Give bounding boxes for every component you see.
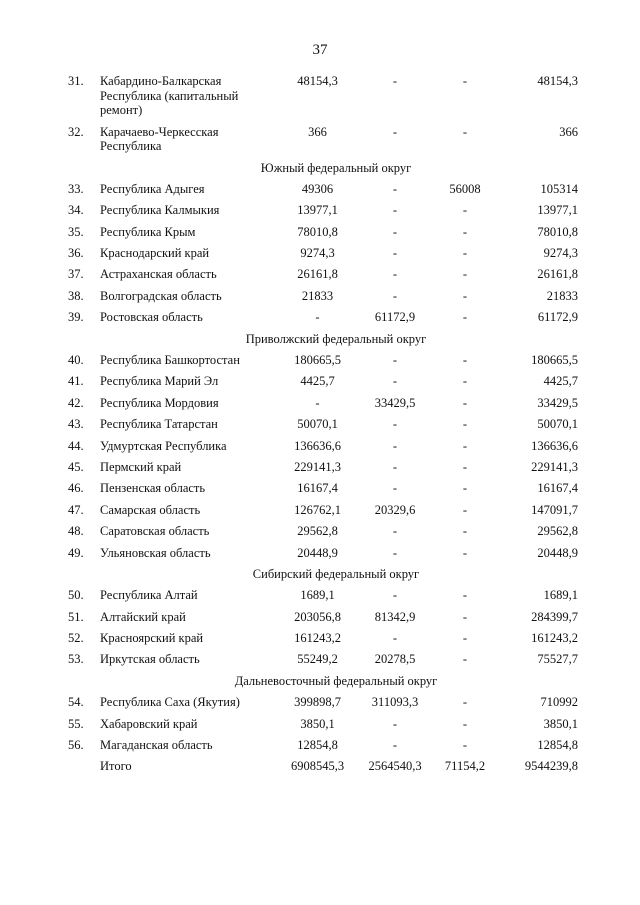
- value-col-3: -: [462, 652, 468, 667]
- value-col-1: 6908545,3: [290, 759, 345, 774]
- table-row: [68, 503, 578, 524]
- region-name: Республика Мордовия: [100, 395, 219, 410]
- region-name: Республика Марий Эл: [100, 374, 219, 389]
- row-number: 46.: [68, 481, 84, 496]
- region-name: Карачаево-Черкесская Республика: [100, 124, 219, 153]
- region-name: Хабаровский край: [100, 716, 198, 731]
- region-name: Республика Адыгея: [100, 181, 205, 196]
- value-col-3: -: [462, 353, 468, 368]
- value-col-2: 81342,9: [374, 609, 416, 624]
- value-col-2: 20278,5: [374, 652, 416, 667]
- value-col-3: -: [462, 545, 468, 560]
- value-col-1: 366: [308, 124, 327, 139]
- region-name: Удмуртская Республика: [100, 438, 227, 453]
- district-title: Сибирский федеральный округ: [252, 566, 420, 581]
- region-name: Республика Алтай: [100, 588, 198, 603]
- value-col-2: -: [392, 203, 398, 218]
- value-col-3: -: [462, 74, 468, 88]
- value-col-2: -: [392, 588, 398, 603]
- row-number: 32.: [68, 124, 84, 139]
- row-number: 39.: [68, 310, 84, 325]
- value-total: 48154,3: [537, 74, 578, 88]
- table-row: [68, 74, 578, 125]
- value-col-2: -: [392, 374, 398, 389]
- value-col-3: -: [462, 374, 468, 389]
- table-row: [68, 524, 578, 545]
- district-section-header: [68, 674, 578, 695]
- value-col-2: 2564540,3: [368, 759, 422, 774]
- value-col-3: -: [462, 395, 468, 410]
- table-row: [68, 439, 578, 460]
- value-col-1: 1689,1: [300, 588, 335, 603]
- value-total: 13977,1: [537, 203, 578, 218]
- value-col-3: -: [462, 310, 468, 325]
- region-name: Магаданская область: [100, 738, 213, 753]
- table-row: [68, 588, 578, 609]
- value-total: 75527,7: [537, 652, 578, 667]
- table-row: [68, 267, 578, 288]
- row-number: 41.: [68, 374, 84, 389]
- total-row: [68, 759, 578, 780]
- row-number: 49.: [68, 545, 84, 560]
- district-title: Южный федеральный округ: [260, 160, 412, 175]
- value-total: 33429,5: [537, 395, 578, 410]
- value-col-1: 49306: [301, 181, 334, 196]
- value-col-3: -: [462, 417, 468, 432]
- row-number: 50.: [68, 588, 84, 603]
- row-number: 38.: [68, 288, 84, 303]
- regional-funding-table: [68, 74, 578, 781]
- row-number: 31.: [68, 74, 84, 88]
- row-number: 40.: [68, 353, 84, 368]
- value-total: 9544239,8: [524, 759, 578, 774]
- value-total: 105314: [540, 181, 578, 196]
- value-col-1: 203056,8: [294, 609, 341, 624]
- value-col-1: 29562,8: [297, 524, 338, 539]
- row-number: 47.: [68, 502, 84, 517]
- value-total: 29562,8: [537, 524, 578, 539]
- value-total: 21833: [546, 288, 578, 303]
- region-name: Республика Башкортостан: [100, 353, 240, 368]
- table-row: [68, 246, 578, 267]
- table-row: [68, 353, 578, 374]
- row-number: 52.: [68, 631, 84, 646]
- value-col-1: 136636,6: [294, 438, 341, 453]
- value-total: 366: [559, 124, 578, 139]
- value-col-3: -: [462, 502, 468, 517]
- row-number: 34.: [68, 203, 84, 218]
- value-col-1: 180665,5: [294, 353, 341, 368]
- region-name: Иркутская область: [100, 652, 200, 667]
- table-body: [68, 74, 578, 781]
- value-col-2: -: [392, 74, 398, 88]
- district-title: Дальневосточный федеральный округ: [234, 673, 438, 688]
- region-name: Кабардино-Балкарская Республика (капитальный ремонт): [100, 74, 239, 117]
- value-col-1: 20448,9: [297, 545, 338, 560]
- value-col-2: -: [392, 246, 398, 261]
- row-number: 44.: [68, 438, 84, 453]
- table-row: [68, 546, 578, 567]
- region-name: Краснодарский край: [100, 246, 210, 261]
- value-col-2: -: [392, 438, 398, 453]
- district-section-header: [68, 332, 578, 353]
- value-col-3: -: [462, 738, 468, 753]
- value-col-3: -: [462, 246, 468, 261]
- value-col-2: -: [392, 267, 398, 282]
- value-total: 284399,7: [531, 609, 578, 624]
- value-col-2: -: [392, 738, 398, 753]
- row-number: 53.: [68, 652, 84, 667]
- region-name: Республика Татарстан: [100, 417, 218, 432]
- table-row: [68, 374, 578, 395]
- region-name: Ростовская область: [100, 310, 203, 325]
- value-col-1: 13977,1: [297, 203, 338, 218]
- value-col-2: -: [392, 481, 398, 496]
- value-col-3: -: [462, 481, 468, 496]
- value-col-2: 33429,5: [374, 395, 416, 410]
- table-row: [68, 396, 578, 417]
- value-col-1: 50070,1: [297, 417, 338, 432]
- value-col-1: 16167,4: [297, 481, 338, 496]
- value-col-1: -: [315, 310, 320, 325]
- table-row: [68, 289, 578, 310]
- value-col-1: 9274,3: [300, 246, 335, 261]
- row-number: 48.: [68, 524, 84, 539]
- district-section-header: [68, 567, 578, 588]
- table-row: [68, 738, 578, 759]
- value-col-3: -: [462, 524, 468, 539]
- region-name: Ульяновская область: [100, 545, 211, 560]
- value-total: 9274,3: [543, 246, 578, 261]
- table-row: [68, 182, 578, 203]
- value-col-2: 61172,9: [374, 310, 416, 325]
- value-col-3: -: [462, 438, 468, 453]
- value-col-1: 12854,8: [297, 738, 338, 753]
- value-col-2: -: [392, 417, 398, 432]
- value-col-3: -: [462, 588, 468, 603]
- region-name: Саратовская область: [100, 524, 210, 539]
- value-col-2: -: [392, 288, 398, 303]
- value-col-3: -: [462, 459, 468, 474]
- region-name: Итого: [100, 759, 132, 774]
- value-total: 16167,4: [537, 481, 578, 496]
- region-name: Красноярский край: [100, 631, 204, 646]
- value-col-1: 161243,2: [294, 631, 341, 646]
- row-number: 56.: [68, 738, 84, 753]
- value-col-3: -: [462, 224, 468, 239]
- table-row: [68, 631, 578, 652]
- value-col-2: -: [392, 524, 398, 539]
- value-col-1: -: [315, 395, 320, 410]
- value-total: 710992: [540, 695, 578, 710]
- row-number: 33.: [68, 181, 84, 196]
- table-row: [68, 610, 578, 631]
- value-col-1: 78010,8: [297, 224, 338, 239]
- table-row: [68, 717, 578, 738]
- region-name: Алтайский край: [100, 609, 186, 624]
- row-number: 36.: [68, 246, 84, 261]
- row-number: 43.: [68, 417, 84, 432]
- region-name: Республика Крым: [100, 224, 196, 239]
- table-row: [68, 125, 578, 161]
- value-col-3: 56008: [449, 181, 481, 196]
- value-col-2: -: [392, 459, 398, 474]
- value-col-1: 229141,3: [294, 459, 341, 474]
- value-col-1: 21833: [301, 288, 334, 303]
- row-number: 51.: [68, 609, 84, 624]
- value-col-3: -: [462, 609, 468, 624]
- table-row: [68, 203, 578, 224]
- value-col-2: -: [392, 545, 398, 560]
- value-total: 26161,8: [537, 267, 578, 282]
- table-row: [68, 652, 578, 673]
- region-name: Самарская область: [100, 502, 201, 517]
- region-name: Пензенская область: [100, 481, 206, 496]
- value-total: 61172,9: [537, 310, 578, 325]
- row-number: 35.: [68, 224, 84, 239]
- value-col-2: -: [392, 124, 398, 139]
- value-col-2: -: [392, 181, 398, 196]
- value-col-2: -: [392, 224, 398, 239]
- region-name: Республика Калмыкия: [100, 203, 220, 218]
- row-number: 37.: [68, 267, 84, 282]
- value-col-1: 55249,2: [297, 652, 338, 667]
- value-total: 161243,2: [531, 631, 578, 646]
- page-number: 37: [312, 42, 328, 58]
- row-number: 54.: [68, 695, 84, 710]
- value-col-3: -: [462, 124, 468, 139]
- value-col-3: -: [462, 288, 468, 303]
- region-name: Волгоградская область: [100, 288, 222, 303]
- value-total: 147091,7: [531, 502, 578, 517]
- value-col-3: -: [462, 267, 468, 282]
- value-total: 180665,5: [531, 353, 578, 368]
- region-name: Пермский край: [100, 459, 182, 474]
- value-col-2: 20329,6: [374, 502, 416, 517]
- value-col-2: 311093,3: [371, 695, 419, 710]
- value-col-1: 4425,7: [300, 374, 335, 389]
- value-total: 136636,6: [531, 438, 578, 453]
- table-row: [68, 481, 578, 502]
- value-col-1: 399898,7: [294, 695, 341, 710]
- row-number: 45.: [68, 459, 84, 474]
- district-section-header: [68, 161, 578, 182]
- value-col-2: -: [392, 353, 398, 368]
- table-row: [68, 225, 578, 246]
- value-col-3: -: [462, 695, 468, 710]
- row-number: 42.: [68, 395, 84, 410]
- value-total: 12854,8: [537, 738, 578, 753]
- table-row: [68, 460, 578, 481]
- region-name: Астраханская область: [100, 267, 217, 282]
- value-col-3: -: [462, 631, 468, 646]
- value-total: 1689,1: [543, 588, 578, 603]
- value-col-3: -: [462, 716, 468, 731]
- value-col-3: 71154,2: [444, 759, 486, 774]
- table-row: [68, 695, 578, 716]
- value-col-2: -: [392, 631, 398, 646]
- value-col-3: -: [462, 203, 468, 218]
- region-name: Республика Саха (Якутия): [100, 695, 240, 710]
- row-number: 55.: [68, 716, 84, 731]
- table-row: [68, 417, 578, 438]
- value-total: 50070,1: [537, 417, 578, 432]
- value-total: 3850,1: [543, 716, 578, 731]
- value-col-1: 3850,1: [300, 716, 335, 731]
- value-col-1: 26161,8: [297, 267, 338, 282]
- table-row: [68, 310, 578, 331]
- row-number: [68, 759, 100, 780]
- value-total: 4425,7: [543, 374, 578, 389]
- value-total: 20448,9: [537, 545, 578, 560]
- value-col-1: 126762,1: [294, 502, 341, 517]
- district-title: Приволжский федеральный округ: [245, 331, 427, 346]
- value-total: 229141,3: [531, 459, 578, 474]
- value-col-2: -: [392, 716, 398, 731]
- value-col-1: 48154,3: [297, 74, 338, 88]
- value-total: 78010,8: [537, 224, 578, 239]
